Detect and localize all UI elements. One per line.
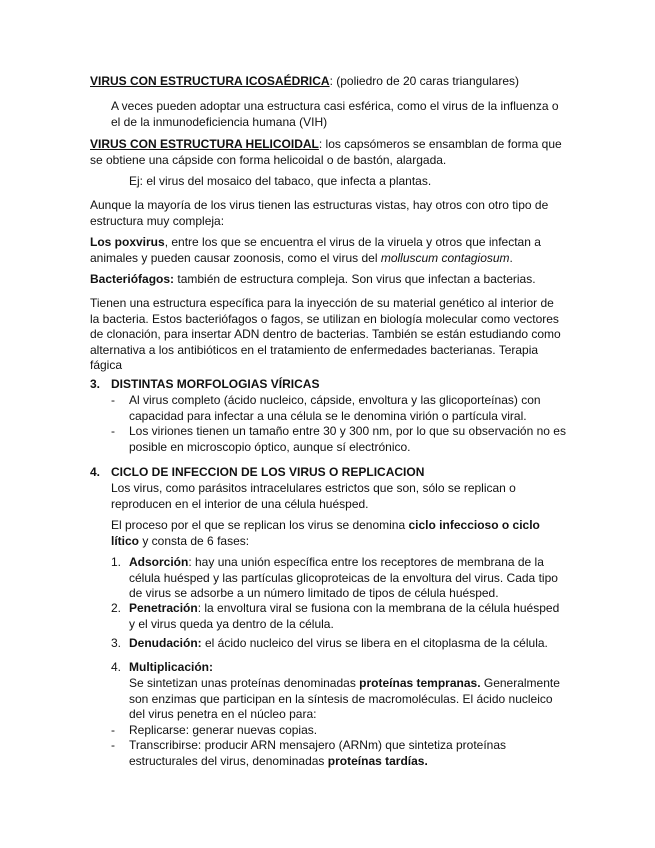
phase-2-number: 2. <box>111 601 122 615</box>
helicoidal-title: VIRUS CON ESTRUCTURA HELICOIDAL <box>90 137 319 151</box>
mult-item-2-text: Transcribirse: producir ARN mensajero (ARNm) que sintetiza proteínas estructurales del virus, denominadas <box>129 738 507 768</box>
bacteriophage-paragraph: Tienen una estructura específica para la inyección de su material genético al interior de la bacteria. Estos bacteriófagos o fagos, se utilizan en biología molecular como vectores de clonación, para insertar ADN dentro de bacterias. También se están estudiando como alternativa a los antibióticos en el tratamiento de enfermedades bacterianas. Terapia fágica <box>90 296 561 372</box>
phase-2-text: : la envoltura viral se fusiona con la membrana de la célula huésped y el virus queda ya dentro de la célula. <box>129 601 560 631</box>
phase-3-name: Denudación: <box>129 636 202 650</box>
mult-pre: Se sintetizan unas proteínas denominadas <box>129 676 360 690</box>
section3-item-2: Los viriones tienen un tamaño entre 30 y 300 nm, por lo que su observación no es posible en microscopio óptico, aunque sí electrónico. <box>129 424 566 454</box>
poxvirus-term: Los poxvirus <box>90 235 165 249</box>
phase-1-name: Adsorción <box>129 555 189 569</box>
mult-dash-2: - <box>111 738 115 752</box>
phase-3-number: 3. <box>111 636 122 650</box>
process-term: ciclo infeccioso o ciclo lítico <box>111 518 540 548</box>
phase-4-number: 4. <box>111 660 122 674</box>
phase-2 <box>129 601 566 632</box>
process-post: y consta de 6 fases: <box>139 533 250 548</box>
mult-dash-1: - <box>111 723 115 737</box>
bacteriophage-line <box>90 272 566 288</box>
section4-intro: Los virus, como parásitos intracelulares estrictos que son, sólo se replican o reproducen en el interior de una célula huésped. <box>111 481 516 511</box>
phase-1-text: : hay una unión específica entre los receptores de membrana de la célula huésped y las partículas glicoproteicas de la envoltura del virus. Cada tipo de virus se adsorbe a un número limitado de tipos de célula huésped. <box>129 555 558 600</box>
phase-3 <box>129 636 566 652</box>
bacteriophage-desc: también de estructura compleja. Son virus que infectan a bacterias. <box>174 272 536 286</box>
section4-process <box>111 518 566 549</box>
phase-1 <box>129 555 566 602</box>
icosahedral-note: A veces pueden adoptar una estructura casi esférica, como el virus de la influenza o el de la inmunodeficiencia humana (VIH) <box>111 99 559 129</box>
section3-number: 3. <box>90 377 101 391</box>
helicoidal-desc: : los capsómeros se ensamblan de forma que se obtiene una cápside con forma helicoidal o de bastón, alargada. <box>90 137 562 167</box>
mult-item-1 <box>129 723 566 739</box>
icosahedral-heading-line <box>90 74 566 90</box>
mult-item-1-text: Replicarse: generar nuevas copias. <box>129 723 318 737</box>
process-pre: El proceso por el que se replican los virus se denomina <box>111 518 409 532</box>
section3-dash-1: - <box>111 393 115 407</box>
section4-number: 4. <box>90 465 101 479</box>
section3-dash-2: - <box>111 424 115 438</box>
phase-4-name: Multiplicación: <box>129 660 213 674</box>
phase-1-number: 1. <box>111 555 122 569</box>
poxvirus-desc: , entre los que se encuentra el virus de la viruela y otros que infectan a animales y pueden causar zoonosis, como el virus del <box>90 235 541 265</box>
mult-item-2 <box>129 738 566 769</box>
helicoidal-example: Ej: el virus del mosaico del tabaco, que infecta a plantas. <box>129 174 432 188</box>
poxvirus-paragraph <box>90 235 566 266</box>
mult-post: Generalmente son enzimas que participan en la síntesis de macromoléculas. El ácido nucleico del virus penetra en el núcleo para: <box>129 676 560 721</box>
poxvirus-end: . <box>509 250 513 265</box>
phase-2-name: Penetración <box>129 601 198 615</box>
helicoidal-paragraph <box>90 137 566 168</box>
section3-item-1: Al virus completo (ácido nucleico, cápside, envoltura y las glicoporteínas) con capacidad para infectar a una célula se le denomina virión o partícula viral. <box>129 393 541 423</box>
mult-item-2-term: proteínas tardías. <box>327 753 428 768</box>
poxvirus-species: molluscum contagiosum <box>380 250 510 265</box>
phase-3-text: el ácido nucleico del virus se libera en el citoplasma de la célula. <box>201 636 548 650</box>
multiplication-desc <box>129 676 566 723</box>
complex-structure-intro: Aunque la mayoría de los virus tienen las estructuras vistas, hay otros con otro tipo de estructura muy compleja: <box>90 198 549 228</box>
icosahedral-desc: : (poliedro de 20 caras triangulares) <box>329 74 520 88</box>
phase-4 <box>129 660 566 676</box>
section4-title: CICLO DE INFECCION DE LOS VIRUS O REPLICACION <box>111 465 425 479</box>
section3-title: DISTINTAS MORFOLOGIAS VÍRICAS <box>111 377 320 391</box>
icosahedral-title: VIRUS CON ESTRUCTURA ICOSAÉDRICA <box>90 74 330 88</box>
mult-term: proteínas tempranas. <box>359 676 481 690</box>
bacteriophage-term: Bacteriófagos: <box>90 272 175 286</box>
